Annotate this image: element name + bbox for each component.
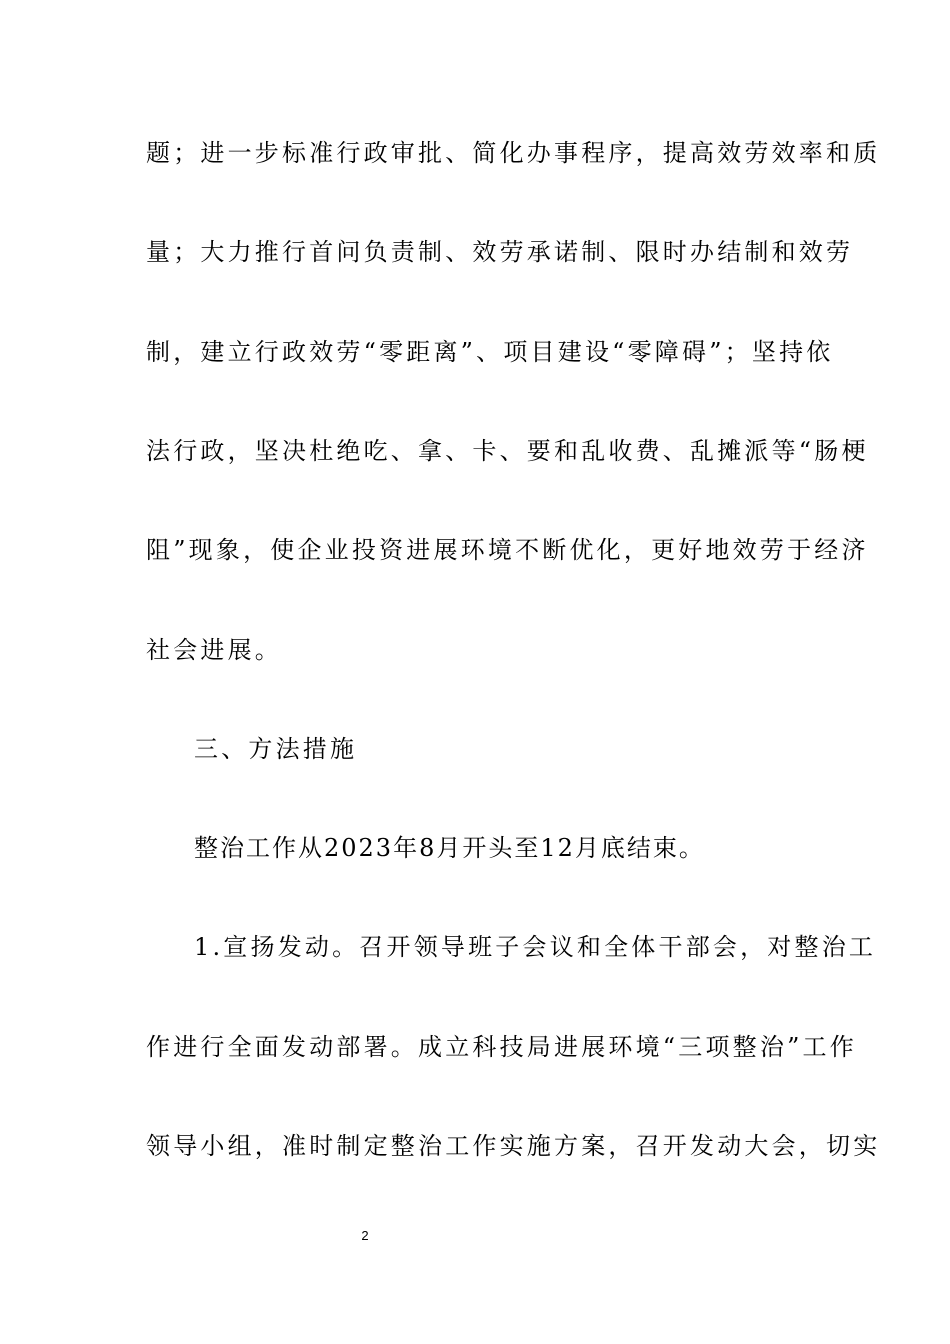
body-text-line: 1.宣扬发动。召开领导班子会议和全体干部会，对整治工	[194, 933, 877, 961]
body-text-line: 作进行全面发动部署。成立科技局进展环境“三项整治”工作	[146, 1033, 857, 1061]
body-text-line: 整治工作从2023年8月开头至12月底结束。	[194, 834, 705, 862]
body-text-line: 题；进一步标准行政审批、简化办事程序，提高效劳效率和质	[146, 139, 881, 167]
body-text-line: 领导小组，准时制定整治工作实施方案，召开发动大会，切实	[146, 1132, 881, 1160]
body-text-line: 阻”现象，使企业投资进展环境不断优化，更好地效劳于经济	[146, 536, 869, 564]
body-text-line: 量；大力推行首问负责制、效劳承诺制、限时办结制和效劳	[146, 238, 854, 266]
body-text-line: 制，建立行政效劳“零距离”、项目建设“零障碍”；坚持依	[146, 338, 834, 366]
section-heading: 三、方法措施	[194, 735, 358, 763]
body-text-line: 法行政，坚决杜绝吃、拿、卡、要和乱收费、乱摊派等“肠梗	[146, 437, 869, 465]
body-text-line: 社会进展。	[146, 636, 282, 664]
page-number: 2	[361, 1228, 369, 1243]
